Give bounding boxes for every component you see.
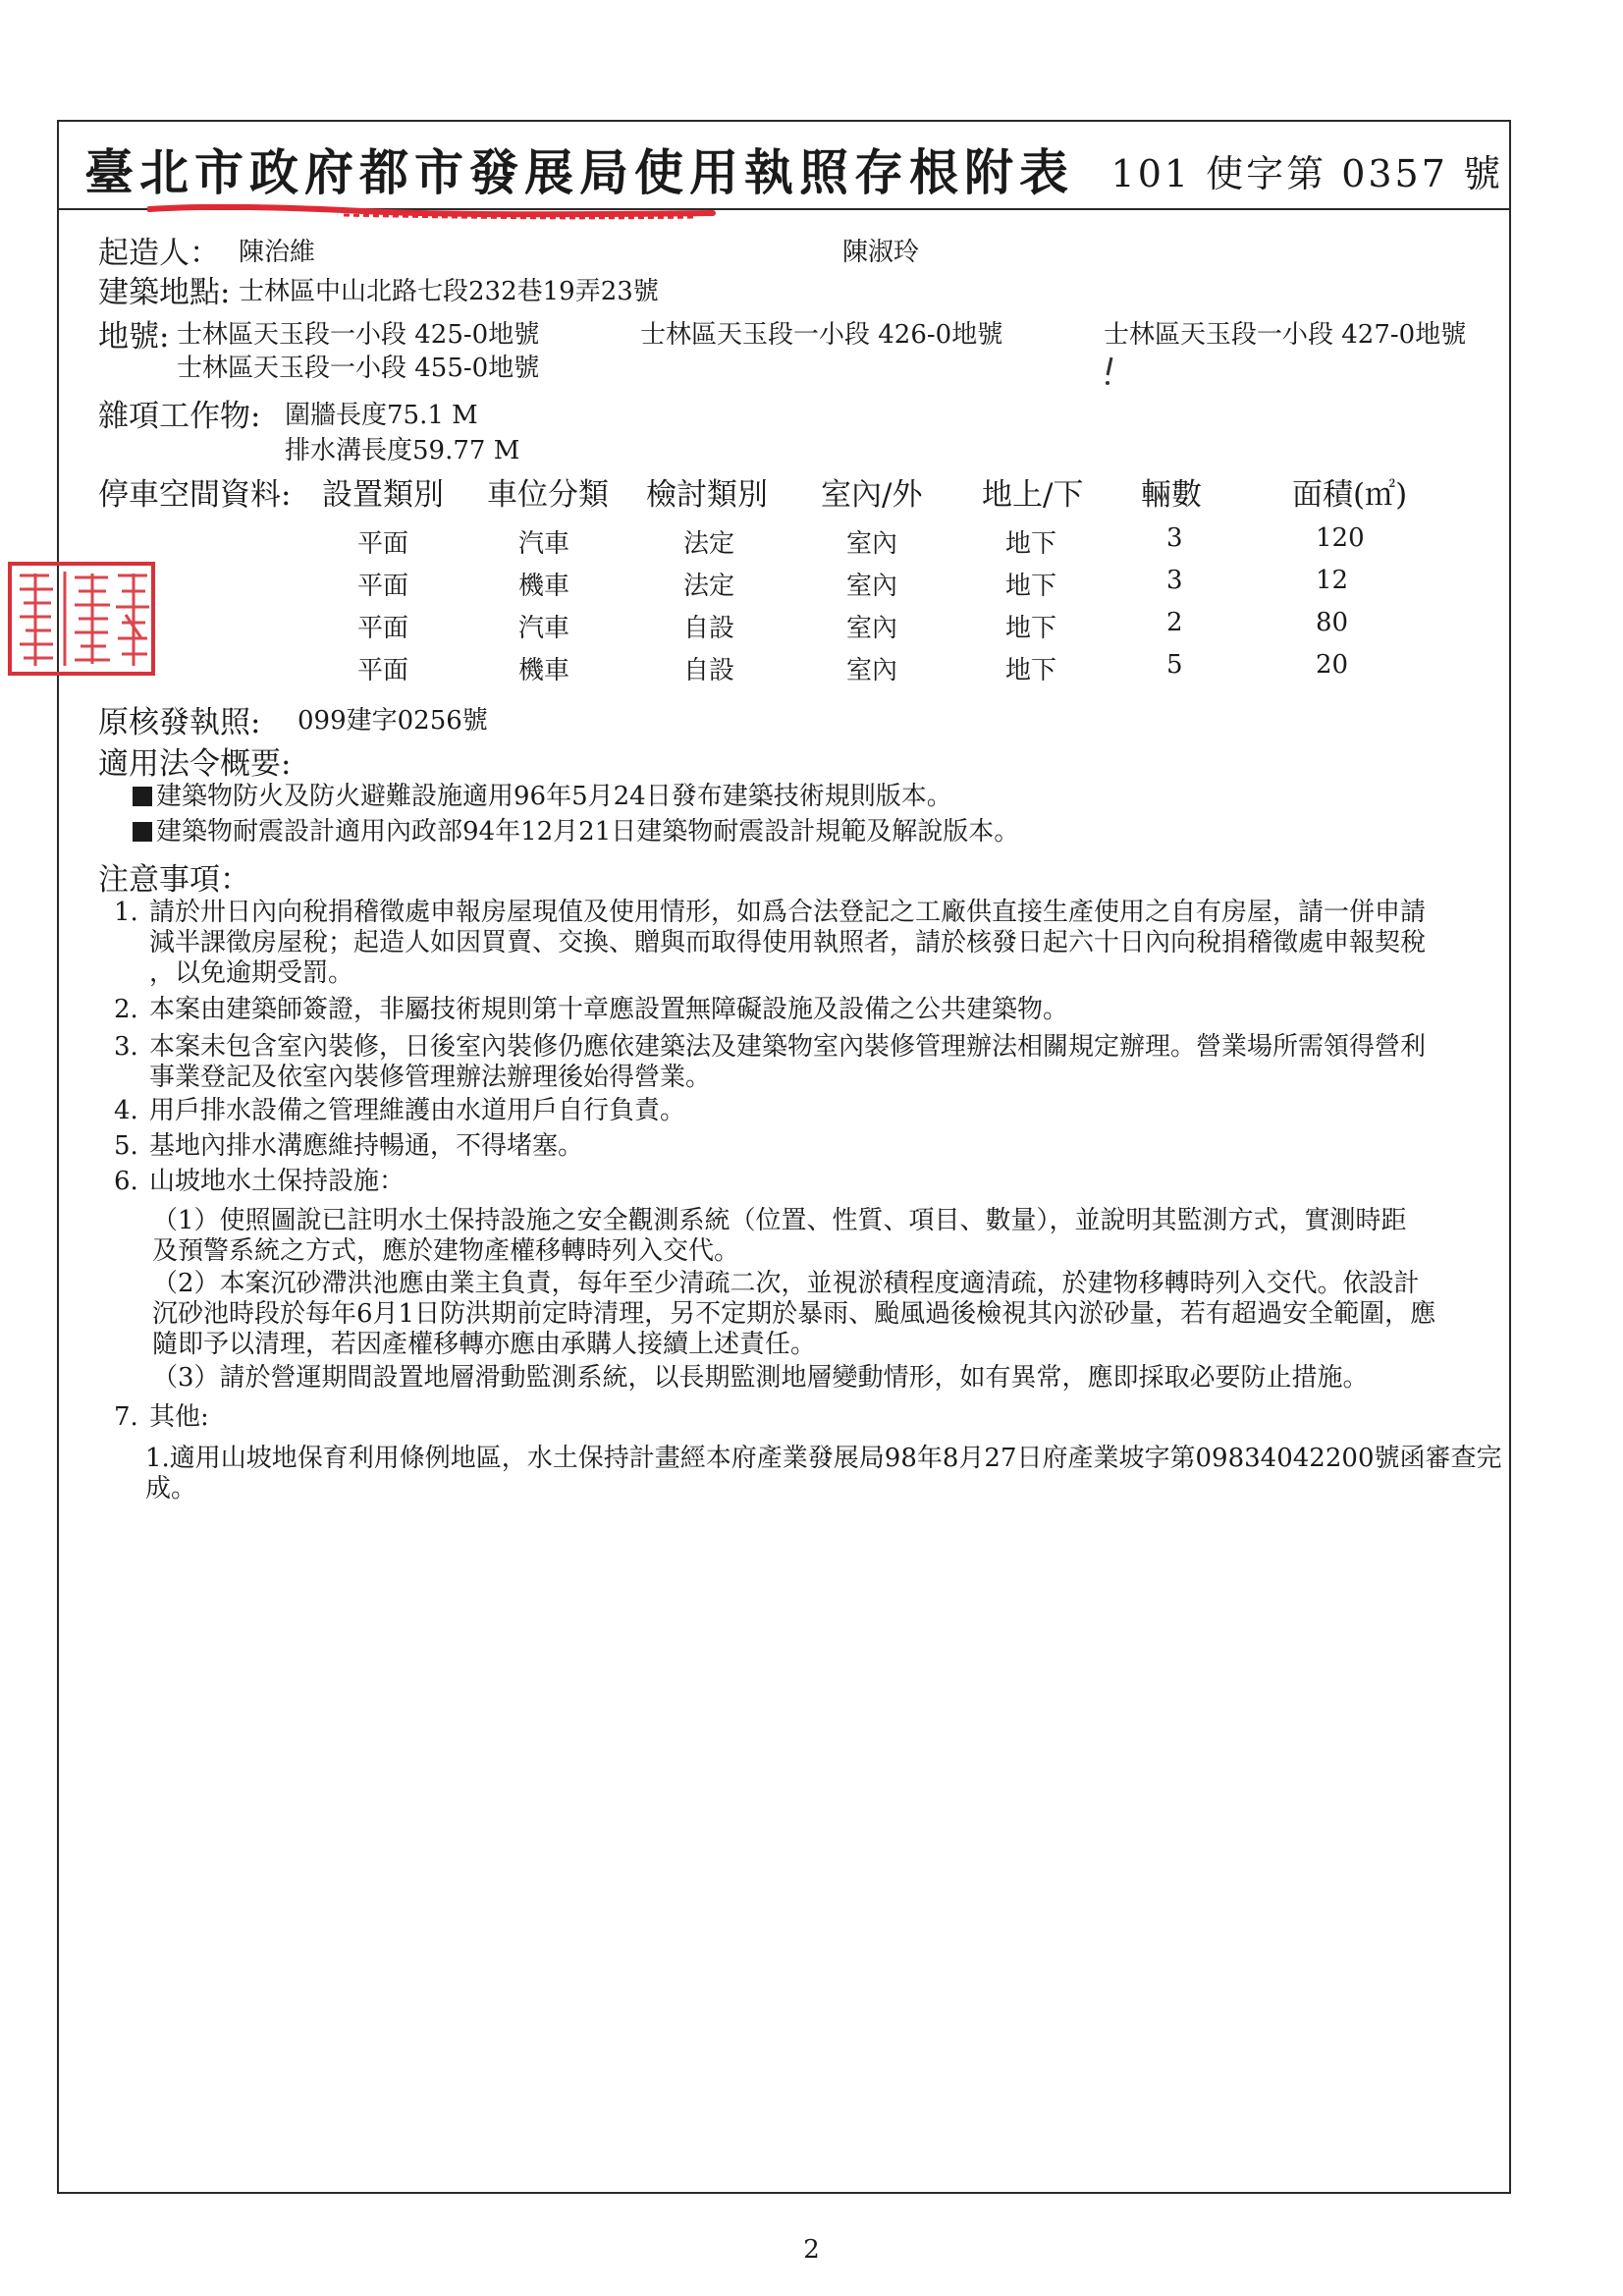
parking-cell: 自設 xyxy=(683,614,735,643)
law-item: 建築物防火及防火避難設施適用96年5月24日發布建築技術規則版本。 xyxy=(133,776,952,812)
note-item: 本案由建築師簽證，非屬技術規則第十章應設置無障礙設施及設備之公共建築物。 xyxy=(149,995,1069,1024)
parking-cell: 2 xyxy=(1166,608,1183,637)
lot-item: 士林區天玉段一小段 427-0地號 xyxy=(1104,320,1467,350)
parking-cell: 平面 xyxy=(357,656,409,685)
note-item: 本案未包含室內裝修，日後室內裝修仍應依建築法及建築物室內裝修管理辦法相關規定辦理。營業場所需領得營利 事業登記及依室內裝修管理辦法辦理後始得營業。 xyxy=(149,1032,1427,1092)
address-value: 士林區中山北路七段232巷19弄23號 xyxy=(239,277,659,306)
address-label: 建築地點: xyxy=(98,275,231,310)
applicant-label: 起造人： xyxy=(98,236,220,271)
misc-works-label: 雜項工作物: xyxy=(98,399,261,434)
original-permit-label: 原核發執照: xyxy=(98,705,261,740)
lots-label: 地號: xyxy=(98,319,170,355)
note-subitem: 1.適用山坡地保育利用條例地區，水土保持計畫經本府產業發展局98年8月27日府產業坡字第09834042200號函審查完 成。 xyxy=(145,1444,1502,1503)
note-number: 4. xyxy=(114,1096,138,1125)
parking-label: 停車空間資料: xyxy=(98,477,292,513)
parking-cell: 地下 xyxy=(1005,529,1057,559)
note-subitem: （3）請於營運期間設置地層滑動監測系統，以長期監測地層變動情形，如有異常，應即採取必要防止措施。 xyxy=(152,1363,1369,1393)
parking-cell: 3 xyxy=(1166,566,1183,595)
laws-label: 適用法令概要: xyxy=(98,746,292,782)
red-underline-mark xyxy=(147,203,717,221)
note-number: 6. xyxy=(114,1167,138,1196)
parking-cell: 平面 xyxy=(357,614,409,643)
parking-header: 檢討類別 xyxy=(646,477,768,513)
parking-cell: 法定 xyxy=(683,529,735,559)
note-number: 3. xyxy=(114,1032,138,1062)
parking-cell: 3 xyxy=(1166,523,1183,553)
parking-cell: 汽車 xyxy=(518,529,570,559)
note-number: 2. xyxy=(114,995,138,1024)
parking-cell: 80 xyxy=(1316,608,1349,637)
ink-speck-mark xyxy=(1100,354,1119,412)
parking-cell: 地下 xyxy=(1005,656,1057,685)
title-row xyxy=(57,120,1511,210)
parking-header: 面積(㎡) xyxy=(1292,477,1408,513)
parking-cell: 平面 xyxy=(357,529,409,559)
note-number: 7. xyxy=(114,1402,138,1432)
parking-header: 車位分類 xyxy=(487,477,609,513)
parking-cell: 120 xyxy=(1316,523,1365,553)
bullet-square-icon xyxy=(133,787,152,806)
parking-cell: 室內 xyxy=(846,614,898,643)
misc-work-item: 圍牆長度75.1 M xyxy=(285,401,478,430)
note-item: 基地內排水溝應維持暢通，不得堵塞。 xyxy=(149,1131,584,1161)
note-number: 5. xyxy=(114,1131,138,1161)
parking-cell: 機車 xyxy=(518,572,570,601)
document-title: 臺北市政府都市發展局使用執照存根附表 xyxy=(84,143,1074,201)
bullet-square-icon xyxy=(133,822,152,842)
lot-item: 士林區天玉段一小段 426-0地號 xyxy=(640,320,1003,350)
note-item: 請於卅日內向稅捐稽徵處申報房屋現值及使用情形，如爲合法登記之工廠供直接生產使用之自有房屋，請一併申請 減半課徵房屋稅；起造人如因買賣、交換、贈與而取得使用執照者，請於核發日起六十日內向稅捐稽徵處申報契稅 ，以免逾期受罰。 xyxy=(149,898,1427,988)
parking-cell: 平面 xyxy=(357,572,409,601)
lot-item: 士林區天玉段一小段 425-0地號 xyxy=(177,320,540,350)
note-number: 1. xyxy=(114,898,138,927)
parking-cell: 室內 xyxy=(846,572,898,601)
law-item: 建築物耐震設計適用內政部94年12月21日建築物耐震設計規範及解說版本。 xyxy=(133,811,1019,847)
note-item: 用戶排水設備之管理維護由水道用戶自行負責。 xyxy=(149,1096,686,1125)
parking-header: 輛數 xyxy=(1141,477,1202,513)
lot-item: 士林區天玉段一小段 455-0地號 xyxy=(177,354,540,383)
parking-header: 地上/下 xyxy=(982,477,1084,513)
note-item: 其他: xyxy=(149,1402,209,1432)
parking-cell: 12 xyxy=(1316,566,1349,595)
parking-cell: 地下 xyxy=(1005,572,1057,601)
permit-number: 101 使字第 0357 號 xyxy=(1110,152,1503,195)
parking-header: 室內/外 xyxy=(821,477,923,513)
parking-cell: 室內 xyxy=(846,656,898,685)
parking-cell: 室內 xyxy=(846,529,898,559)
page-number: 2 xyxy=(803,2235,820,2265)
parking-cell: 自設 xyxy=(683,656,735,685)
note-subitem: （1）使照圖說已註明水土保持設施之安全觀測系統（位置、性質、項目、數量），並說明其監測方式，實測時距 及預警系統之方式，應於建物產權移轉時列入交代。 xyxy=(152,1206,1407,1266)
notes-label: 注意事項： xyxy=(98,862,250,898)
parking-cell: 法定 xyxy=(683,572,735,601)
parking-header: 設置類別 xyxy=(322,477,444,513)
note-item: 山坡地水土保持設施： xyxy=(149,1167,406,1196)
parking-cell: 20 xyxy=(1316,650,1349,680)
note-subitem: （2）本案沉砂滯洪池應由業主負責，每年至少清疏二次，並視淤積程度適清疏，於建物移轉時列入交代。依設計 沉砂池時段於每年6月1日防洪期前定時清理，另不定期於暴雨、颱風過後檢視其內淤砂量，若有超過安全範圍，應 隨即予以清理，若因產權移轉亦應由承購人接續上述責任。 xyxy=(152,1269,1436,1359)
official-seal-stamp xyxy=(6,556,159,680)
original-permit-value: 099建字0256號 xyxy=(298,706,488,736)
parking-cell: 機車 xyxy=(518,656,570,685)
parking-cell: 汽車 xyxy=(518,614,570,643)
applicant-name-2: 陳淑玲 xyxy=(842,238,920,267)
applicant-name-1: 陳治維 xyxy=(239,238,316,267)
parking-cell: 5 xyxy=(1166,650,1183,680)
parking-cell: 地下 xyxy=(1005,614,1057,643)
misc-work-item: 排水溝長度59.77 M xyxy=(285,436,520,465)
